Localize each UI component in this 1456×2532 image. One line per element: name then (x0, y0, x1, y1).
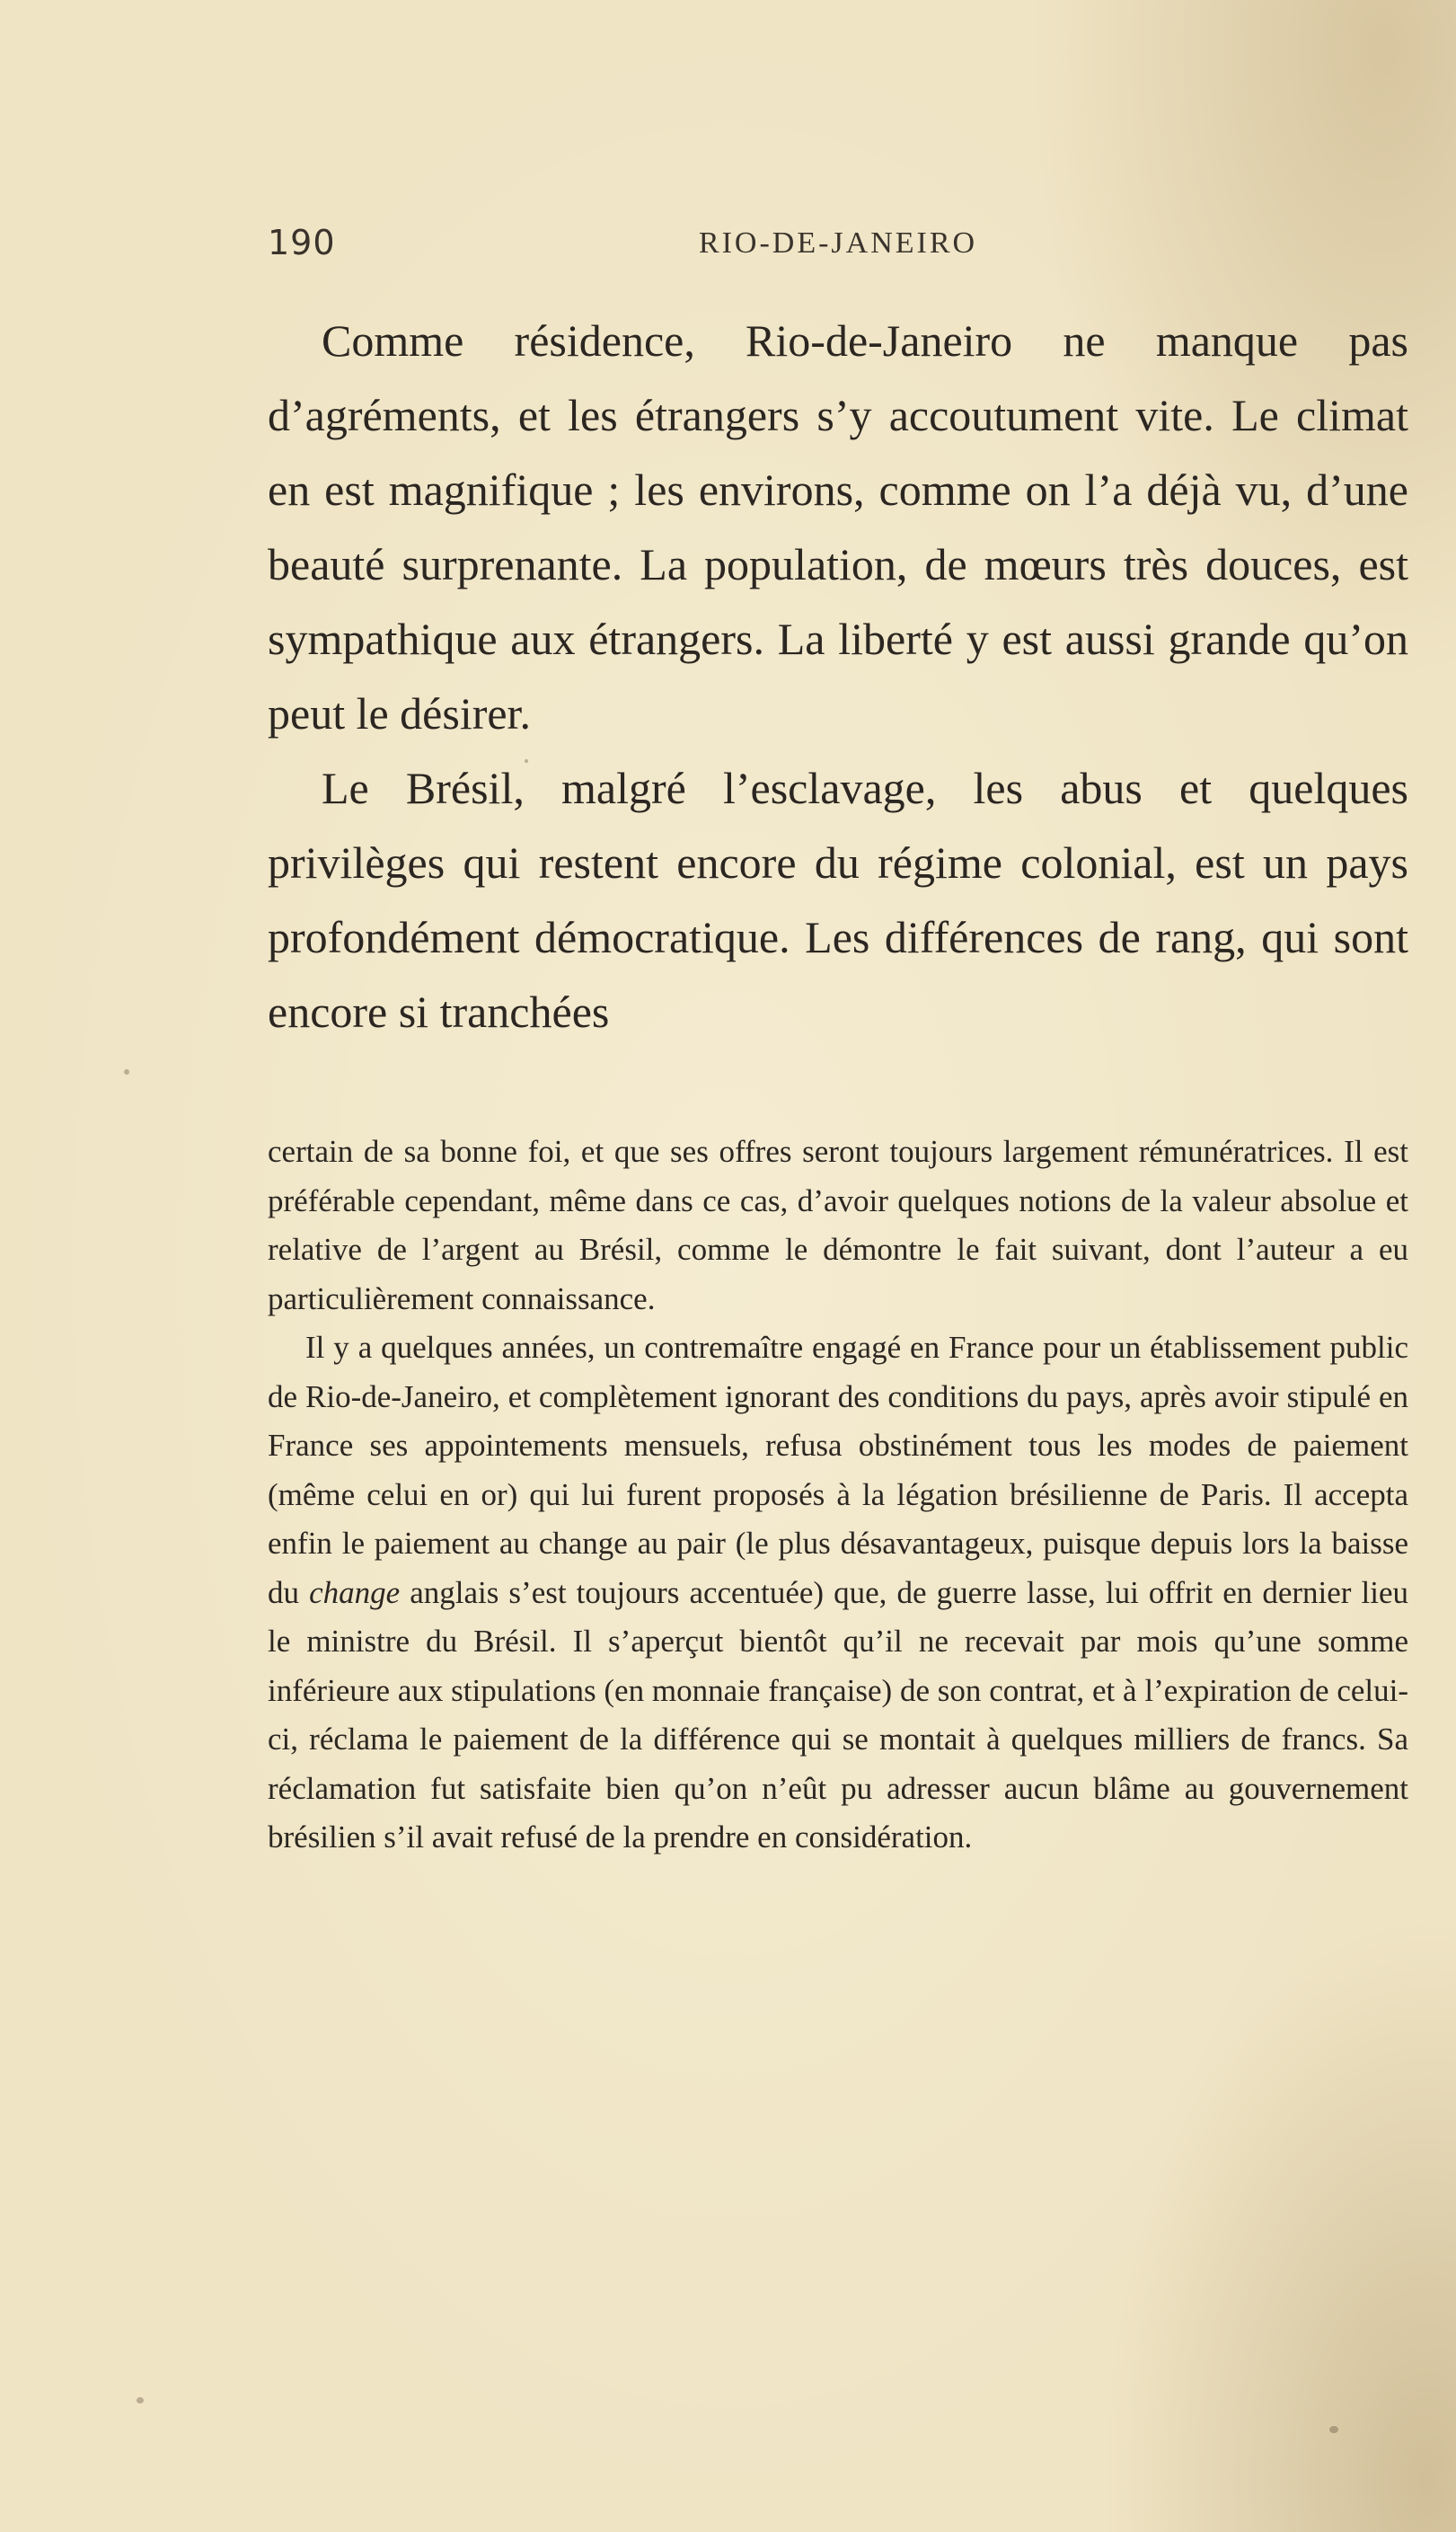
footnote-text: Il y a quelques années, un contremaître engagé en France pour un établissement public de Rio-de-Janeiro, et complètement ignorant des conditions du pays, après avoir stipulé en France ses appointements mensuels, refusa obstinément tous les modes de paiement (même celui en or) qui lui furent proposés à la légation brésilienne de Paris. Il accepta enfin le paiement au change au pair (le plus désavantageux, puisque depuis lors la baisse du (268, 1330, 1408, 1610)
page-number: 190 (268, 223, 336, 262)
paper-speck (525, 759, 528, 763)
paper-speck (1329, 2426, 1338, 2433)
main-paragraph: Le Brésil, malgré l’esclavage, les abus et quelques privilèges qui restent encore du régime colonial, est un pays profondément démocratique. Les différences de rang, qui sont encore si tranchées (268, 763, 1408, 1037)
main-paragraph: Comme résidence, Rio-de-Janeiro ne manque pas d’agréments, et les étrangers s’y accoutument vite. Le climat en est magnifique ; les environs, comme on l’a déjà vu, d’une beauté surprenante. La population, de mœurs très douces, est sympathique aux étrangers. La liberté y est aussi grande qu’on peut le désirer. (268, 315, 1408, 739)
page-header (268, 223, 1408, 277)
footnote (268, 1128, 1408, 1863)
main-text (268, 304, 1408, 1049)
paper-speck (124, 1069, 129, 1075)
footnote-paragraph: certain de sa bonne foi, et que ses offres seront toujours largement rémunératrices. Il est préférable cependant, même dans ce cas, d’avoir quelques notions de la valeur absolue et relative de l’argent au Brésil, comme le démontre le fait suivant, dont l’auteur a eu particulièrement connaissance. (268, 1134, 1408, 1316)
paper-speck (137, 2397, 144, 2404)
footnote-italic-word: change (309, 1574, 401, 1610)
footnote-text: anglais s’est toujours accentuée) que, de guerre lasse, lui offrit en dernier lieu le ministre du Brésil. Il s’aperçut bientôt qu’il ne recevait par mois qu’une somme inférieure aux stipulations (en monnaie française) de son contrat, et à l’expiration de celui-ci, réclama le paiement de la différence qui se montait à quelques milliers de francs. Sa réclamation fut satisfaite bien qu’on n’eût pu adresser aucun blâme au gouvernement brésilien s’il avait refusé de la prendre en considération. (268, 1574, 1408, 1855)
footnote-paragraph (268, 1324, 1408, 1863)
running-title: RIO-DE-JANEIRO (698, 226, 978, 260)
